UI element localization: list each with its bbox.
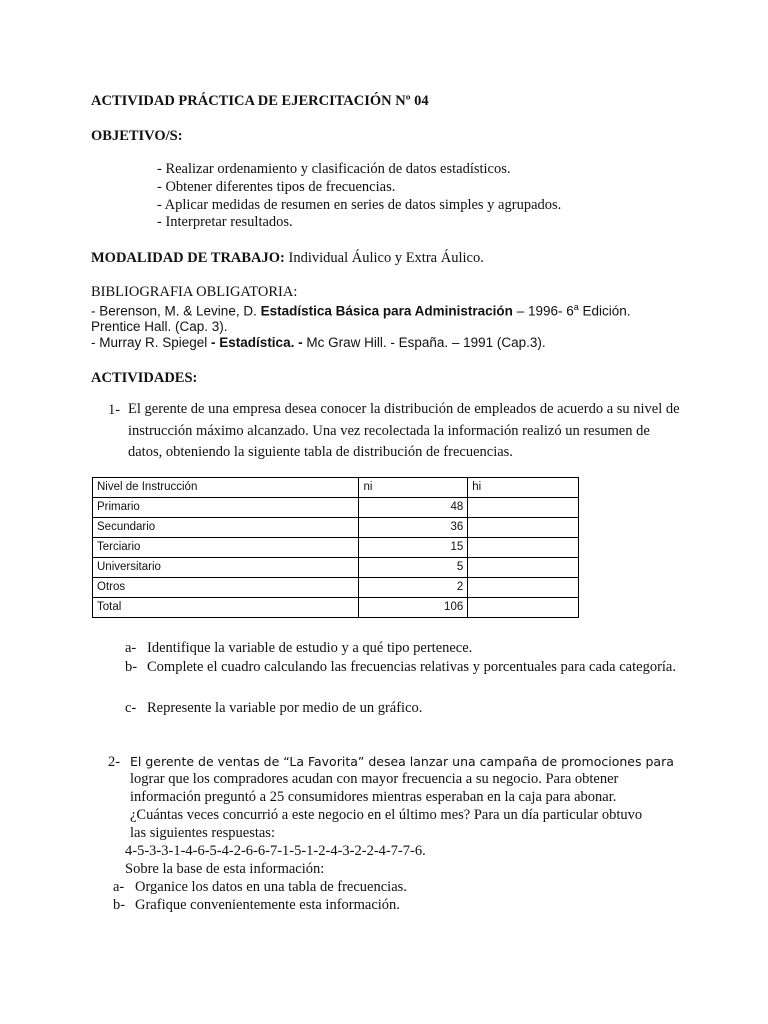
bibliografia-ref1: [91, 302, 631, 319]
activity-2-line: El gerente de ventas de “La Favorita” desea lanzar una campaña de promociones para: [130, 754, 674, 769]
activity-2-line: las siguientes respuestas:: [130, 825, 275, 841]
row-hi: [468, 558, 579, 578]
objetivo-item: - Aplicar medidas de resumen en series de datos simples y agrupados.: [157, 197, 562, 213]
table-row: [93, 558, 579, 578]
ref1-authors: - Berenson, M. & Levine, D.: [91, 303, 261, 319]
ref1-sup: a: [573, 302, 579, 312]
question-text: Grafique convenientemente esta información.: [135, 897, 400, 913]
activity-2-number: 2-: [108, 754, 121, 770]
question-text: Identifique la variable de estudio y a qué tipo pertenece.: [147, 640, 473, 656]
row-hi: [468, 598, 579, 618]
bibliografia-ref1-publisher: Prentice Hall. (Cap. 3).: [91, 319, 228, 334]
table-total-row: [93, 598, 579, 618]
table-row: [93, 578, 579, 598]
row-ni: 15: [359, 538, 468, 558]
question-letter: b-: [125, 659, 138, 675]
modalidad-value: Individual Áulico y Extra Áulico.: [284, 250, 484, 266]
objetivo-item: - Realizar ordenamiento y clasificación de datos estadísticos.: [157, 161, 511, 177]
activity-2-line: ¿Cuántas veces concurrió a este negocio en el último mes? Para un día particular obtuvo: [130, 807, 643, 823]
activity-2-data: 4-5-3-3-1-4-6-5-4-2-6-6-7-1-5-1-2-4-3-2-2-4-7-7-6.: [125, 843, 426, 859]
table-header-row: [93, 478, 579, 498]
bibliografia-ref2: [91, 335, 546, 350]
header-ni: ni: [359, 478, 468, 498]
row-label: Universitario: [93, 558, 359, 578]
row-label: Secundario: [93, 518, 359, 538]
question-letter: c-: [125, 700, 137, 716]
row-hi: [468, 578, 579, 598]
question-text: Represente la variable por medio de un gráfico.: [147, 700, 423, 716]
question-letter: b-: [113, 897, 126, 913]
question-letter: a-: [125, 640, 137, 656]
bibliografia-heading: BIBLIOGRAFIA OBLIGATORIA:: [91, 284, 298, 300]
activity-1-text: El gerente de una empresa desea conocer la distribución de empleados de acuerdo a su nivel de instrucción máximo alcanzado. Una vez recolectada la información realizó un resumen de datos, obteniendo la siguiente tabla de distribución de frecuencias.: [128, 401, 680, 460]
row-ni: 5: [359, 558, 468, 578]
page-title: ACTIVIDAD PRÁCTICA DE EJERCITACIÓN Nº 04: [91, 93, 429, 109]
question-letter: a-: [113, 879, 125, 895]
objetivo-item: - Obtener diferentes tipos de frecuencias.: [157, 179, 396, 195]
row-ni: 106: [359, 598, 468, 618]
modalidad-label: MODALIDAD DE TRABAJO:: [91, 250, 285, 266]
table-row: [93, 498, 579, 518]
row-ni: 2: [359, 578, 468, 598]
ref2-publisher: Mc Graw Hill. - España. – 1991 (Cap.3).: [302, 335, 546, 350]
objetivo-item: - Interpretar resultados.: [157, 214, 293, 230]
row-hi: [468, 498, 579, 518]
ref2-author: - Murray R. Spiegel: [91, 335, 212, 350]
row-label: Total: [93, 598, 359, 618]
table-row: [93, 518, 579, 538]
row-label: Otros: [93, 578, 359, 598]
row-ni: 48: [359, 498, 468, 518]
objetivo-heading: OBJETIVO/S:: [91, 128, 183, 144]
activity-1-number: 1-: [108, 402, 121, 418]
header-nivel: Nivel de Instrucción: [93, 478, 359, 498]
modalidad-line: [91, 250, 484, 267]
frequency-table: [92, 477, 579, 618]
ref1-edition: Edición.: [578, 303, 631, 319]
row-hi: [468, 538, 579, 558]
actividades-heading: ACTIVIDADES:: [91, 370, 198, 386]
question-text: Organice los datos en una tabla de frecuencias.: [135, 879, 407, 895]
row-ni: 36: [359, 518, 468, 538]
row-label: Terciario: [93, 538, 359, 558]
activity-2-line: información preguntó a 25 consumidores mientras esperaban en la caja para abonar.: [130, 789, 617, 805]
header-hi: hi: [468, 478, 579, 498]
table-row: [93, 538, 579, 558]
activity-2-sobre: Sobre la base de esta información:: [125, 861, 325, 877]
ref1-year: – 1996- 6: [512, 303, 574, 319]
row-hi: [468, 518, 579, 538]
activity-2-line: lograr que los compradores acudan con mayor frecuencia a su negocio. Para obtener: [130, 771, 619, 787]
ref1-title: Estadística Básica para Administración: [260, 303, 513, 319]
question-text: Complete el cuadro calculando las frecuencias relativas y porcentuales para cada categoría.: [147, 659, 676, 675]
ref2-title: - Estadística. -: [211, 335, 303, 350]
row-label: Primario: [93, 498, 359, 518]
